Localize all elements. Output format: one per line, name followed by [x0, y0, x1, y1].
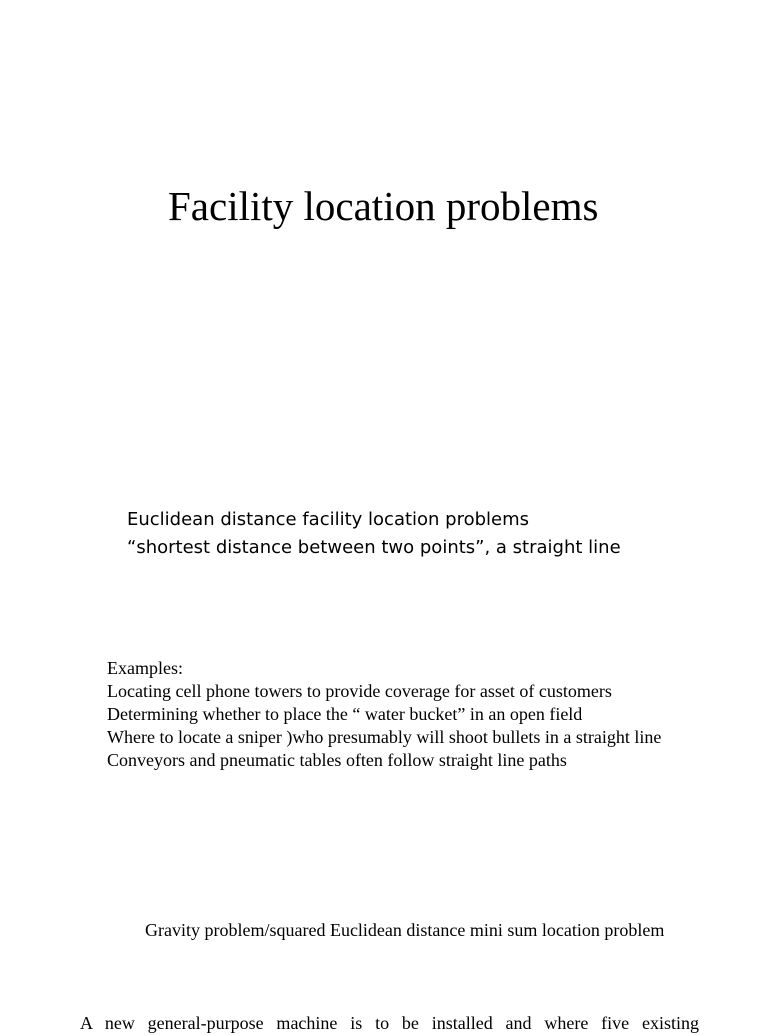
example-item: Determining whether to place the “ water bucket” in an open field [107, 704, 583, 724]
example-item: Where to locate a sniper )who presumably will shoot bullets in a straight line [107, 727, 662, 747]
example-item: Conveyors and pneumatic tables often follow straight line paths [107, 750, 567, 770]
examples-heading: Examples: [107, 658, 183, 678]
examples-list [107, 657, 661, 772]
body-paragraph: A new general-purpose machine is to be installed and where five existing [80, 1013, 699, 1033]
subtitle-block [127, 506, 621, 562]
page-title: Facility location problems [168, 183, 599, 229]
example-item: Locating cell phone towers to provide coverage for asset of customers [107, 681, 612, 701]
section-heading-gravity: Gravity problem/squared Euclidean distance mini sum location problem [145, 920, 665, 940]
subtitle-line-2: “shortest distance between two points”, a straight line [127, 537, 621, 558]
subtitle-line-1: Euclidean distance facility location problems [127, 509, 530, 530]
